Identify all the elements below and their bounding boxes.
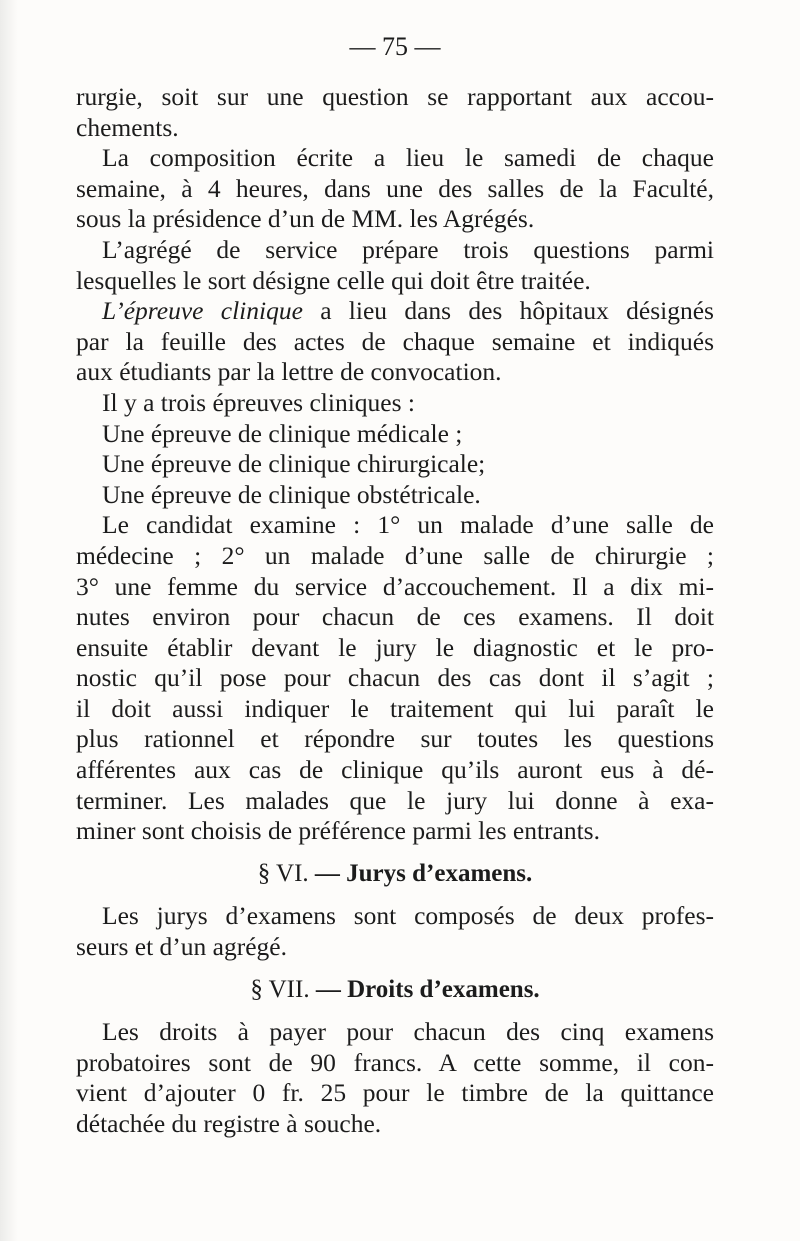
text-line: afférentes aux cas de clinique qu’ils auront eus à dé-: [76, 755, 714, 785]
section-heading-vi: [76, 859, 714, 890]
section-title: — Droits d’examens.: [315, 975, 540, 1003]
text-line: par la feuille des actes de chaque semaine et indiqués: [76, 326, 714, 356]
text-line: La composition écrite a lieu le samedi de chaque: [102, 143, 714, 173]
text-line: ensuite établir devant le jury le diagnostic et le pro-: [76, 632, 714, 662]
text-line: rurgie, soit sur une question se rapportant aux accou-: [76, 82, 714, 111]
text-line: médecine ; 2° un malade d’une salle de chirurgie ;: [76, 540, 714, 570]
text-line: il doit aussi indiquer le traitement qui lui paraît le: [76, 693, 714, 723]
text-line: Une épreuve de clinique médicale ;: [102, 418, 463, 448]
section-title: — Jurys d’examens.: [314, 859, 533, 887]
text-line: semaine, à 4 heures, dans une des salles de la Faculté,: [76, 173, 714, 203]
section-number: § VI.: [257, 859, 309, 887]
page-number: — 75 —: [349, 32, 441, 61]
text-line: terminer. Les malades que le jury lui donne à exa-: [76, 785, 714, 815]
text-line: 3° une femme du service d’accouchement. Il a dix mi-: [76, 571, 714, 601]
text-line: probatoires sont de 90 francs. A cette somme, il con-: [76, 1047, 714, 1077]
text-line: chements.: [76, 112, 179, 142]
text-line: [76, 296, 714, 327]
section-number: § VII.: [250, 975, 310, 1003]
text-line: vient d’ajouter 0 fr. 25 pour le timbre de la quittance: [76, 1078, 714, 1108]
italic-term: L’épreuve clinique: [102, 296, 303, 326]
text-fragment: a lieu dans des hôpitaux désignés: [302, 296, 714, 326]
text-line: L’agrégé de service prépare trois questions parmi: [102, 234, 714, 264]
text-line: Une épreuve de clinique obstétricale.: [102, 479, 481, 509]
text-line: Une épreuve de clinique chirurgicale;: [102, 449, 486, 479]
text-line: Il y a trois épreuves cliniques :: [102, 387, 415, 417]
text-line: Les jurys d’examens sont composés de deux profes-: [102, 901, 714, 931]
text-line: lesquelles le sort désigne celle qui doit être traitée.: [76, 265, 591, 295]
scan-edge-shadow: [0, 0, 18, 1241]
page-text: [76, 30, 714, 1140]
text-line: aux étudiants par la lettre de convocation.: [76, 357, 502, 387]
text-line: seurs et d’un agrégé.: [76, 932, 287, 962]
text-line: Les droits à payer pour chacun des cinq examens: [102, 1017, 714, 1047]
text-line: détachée du registre à souche.: [76, 1109, 382, 1138]
text-line: plus rationnel et répondre sur toutes les questions: [76, 724, 714, 754]
text-line: nutes environ pour chacun de ces examens. Il doit: [76, 602, 714, 632]
section-heading-vii: [76, 975, 714, 1006]
text-line: sous la présidence d’un de MM. les Agrégés.: [76, 204, 535, 234]
text-line: Le candidat examine : 1° un malade d’une salle de: [102, 510, 714, 540]
text-line: nostic qu’il pose pour chacun des cas dont il s’agit ;: [76, 663, 714, 693]
text-line: miner sont choisis de préférence parmi les entrants.: [76, 816, 600, 846]
